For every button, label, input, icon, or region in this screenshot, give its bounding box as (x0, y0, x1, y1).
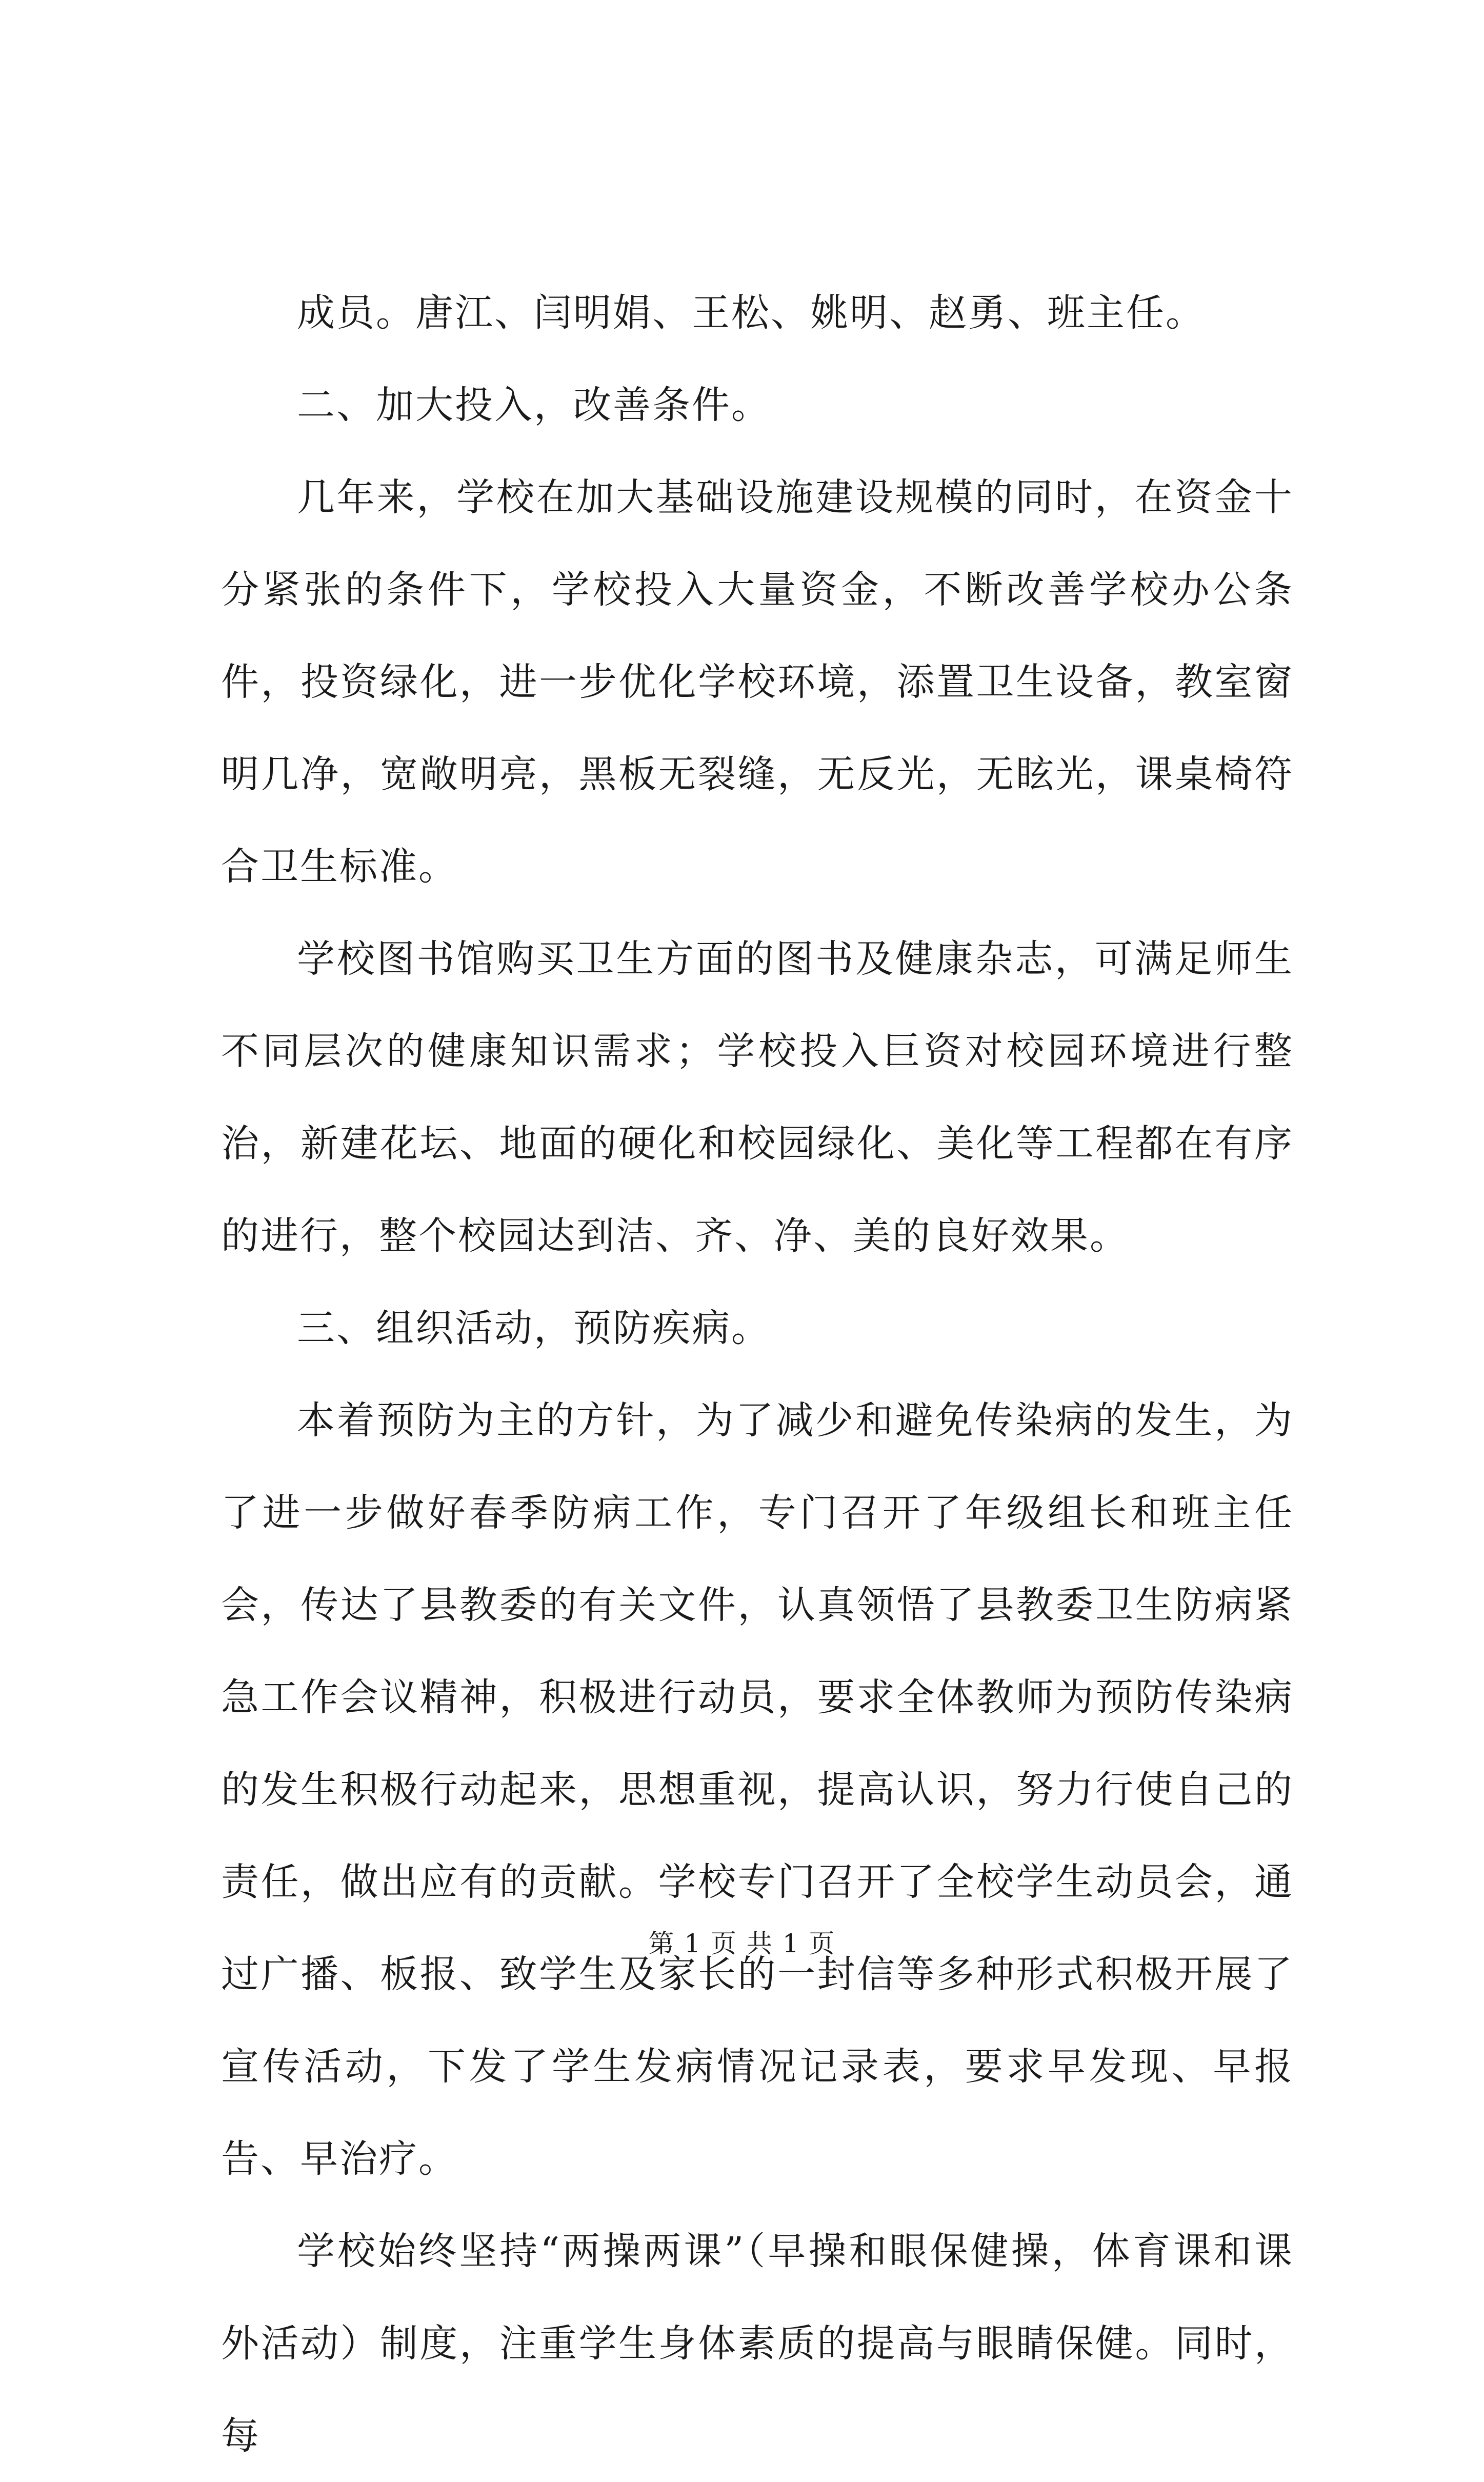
paragraph-exercise: 学校始终坚持“两操两课”（早操和眼保健操，体育课和课外活动）制度，注重学生身体素质的提高与眼睛保健。同时，每 (221, 2229, 1294, 2458)
section-heading-investment: 二、加大投入，改善条件。 (297, 383, 771, 427)
paragraph-investment: 几年来，学校在加大基础设施建设规模的同时，在资金十分紧张的条件下，学校投入大量资金，不断改善学校办公条件，投资绿化，进一步优化学校环境，添置卫生设备，教室窗明几净，宽敞明亮，黑板无裂缝，无反光，无眩光，课桌椅符合卫生标准。 (221, 475, 1294, 889)
paragraph-members: 成员。唐江、闫明娟、王松、姚明、赵勇、班主任。 (297, 291, 1205, 335)
document-body (221, 267, 1294, 2482)
page-number-footer: 第 1 页 共 1 页 (648, 1929, 836, 1958)
paragraph-prevention: 本着预防为主的方针，为了减少和避免传染病的发生，为了进一步做好春季防病工作，专门召开了年级组长和班主任会，传达了县教委的有关文件，认真领悟了县教委卫生防病紧急工作会议精神，积极进行动员，要求全体教师为预防传染病的发生积极行动起来，思想重视，提高认识，努力行使自己的责任，做出应有的贡献。学校专门召开了全校学生动员会，通过广播、板报、致学生及家长的一封信等多种形式积极开展了宣传活动，下发了学生发病情况记录表，要求早发现、早报告、早治疗。 (221, 1398, 1294, 2181)
paragraph-library: 学校图书馆购买卫生方面的图书及健康杂志，可满足师生不同层次的健康知识需求；学校投入巨资对校园环境进行整治，新建花坛、地面的硬化和校园绿化、美化等工程都在有序的进行，整个校园达到洁、齐、净、美的良好效果。 (221, 937, 1294, 1258)
section-heading-activities: 三、组织活动，预防疾病。 (297, 1306, 771, 1350)
